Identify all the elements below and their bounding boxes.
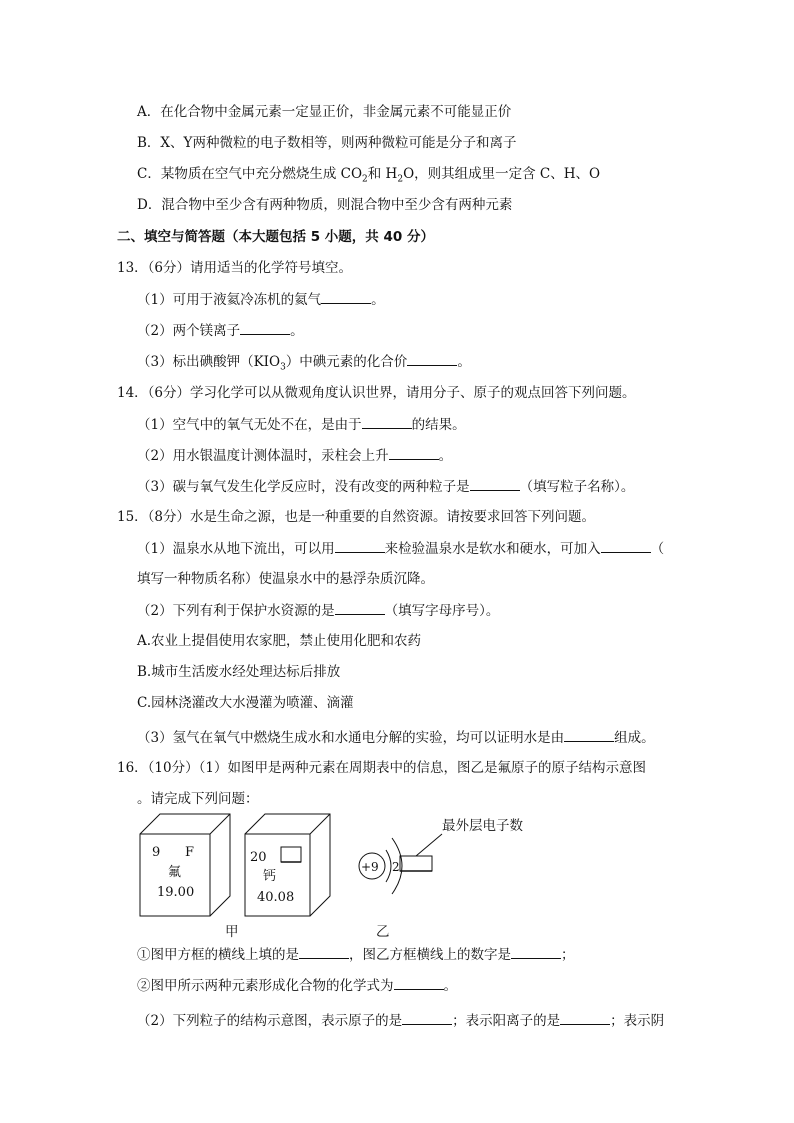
answer-blank	[601, 538, 651, 553]
q15-option-a: A.农业上提倡使用农家肥，禁止使用化肥和农药	[137, 633, 422, 649]
calcium-symbol-box	[281, 847, 301, 862]
answer-blank	[402, 1010, 452, 1025]
fluorine-name: 氟	[168, 865, 182, 880]
q15-part2: （2）下列有利于保护水资源的是 （填写字母序号）。	[137, 600, 499, 621]
answer-blank	[394, 975, 444, 990]
atom-shell1-count: 2	[392, 860, 400, 874]
q12-option-a: A．在化合物中金属元素一定显正价，非金属元素不可能显正价	[137, 104, 512, 120]
outer-label-pointer	[416, 834, 442, 856]
answer-blank	[560, 1010, 610, 1025]
q16-sub2: ②图甲所示两种元素形成化合物的化学式为 。	[137, 975, 457, 996]
fluorine-mass: 19.00	[157, 885, 195, 900]
calcium-number: 20	[250, 850, 267, 865]
q15-option-b: B.城市生活废水经处理达标后排放	[137, 664, 341, 680]
q13-part1: （1）可用于液氦冷冻机的氦气 。	[137, 289, 385, 310]
q16-sub1: ①图甲方框的横线上填的是 ，图乙方框横线上的数字是 ；	[137, 944, 575, 965]
q15-part1: （1）温泉水从地下流出，可以用 来检验温泉水是软水和硬水，可加入 （	[137, 538, 664, 559]
q13-part3: （3）标出碘酸钾$(KIO_3)$中碘元素的化合价 。	[137, 351, 471, 372]
answer-blank	[299, 944, 349, 959]
answer-blank	[240, 320, 290, 335]
fluorine-card	[140, 814, 230, 916]
answer-blank	[564, 727, 614, 742]
answer-blank	[470, 476, 520, 491]
electron-shell-1	[386, 850, 391, 882]
q15-option-c: C.园林浇灌改大水漫灌为喷灌、滴灌	[137, 695, 354, 711]
q16-stem: 16．（10分）（1）如图甲是两种元素在周期表中的信息，图乙是氟原子的原子结构示意图	[117, 760, 646, 776]
q13-part2: （2）两个镁离子 。	[137, 320, 304, 341]
answer-blank	[511, 944, 561, 959]
figure-label-jia: 甲	[225, 924, 239, 940]
calcium-name: 钙	[263, 869, 277, 884]
q15-part1-cont: 填写一种物质名称）使温泉水中的悬浮杂质沉降。	[137, 571, 434, 587]
q12-option-d: D．混合物中至少含有两种物质，则混合物中至少含有两种元素	[137, 197, 513, 213]
q13-stem: 13．（6分）请用适当的化学符号填空。	[117, 260, 353, 276]
answer-blank	[389, 445, 439, 460]
fluorine-number: 9	[152, 845, 161, 860]
q14-part1: （1）空气中的氧气无处不在，是由于 的结果。	[137, 414, 466, 435]
answer-blank	[335, 538, 385, 553]
calcium-mass: 40.08	[257, 890, 295, 905]
section-title: 二、填空与简答题（本大题包括 5 小题，共 40 分）	[117, 229, 434, 245]
q16-stem-cont: 。请完成下列问题：	[137, 791, 259, 807]
outer-electron-box	[400, 856, 432, 871]
answer-blank	[335, 600, 385, 615]
answer-blank	[321, 289, 371, 304]
q12-option-c: C．某物质在空气中充分燃烧生成 $CO_2$和 $H_2O$，则其组成里一定含 C、H、O	[137, 166, 601, 185]
q14-stem: 14．（6分）学习化学可以从微观角度认识世界，请用分子、原子的观点回答下列问题。	[117, 385, 636, 401]
q15-part3: （3）氢气在氧气中燃烧生成水和水通电分解的实验，均可以证明水是由 组成。	[137, 727, 655, 748]
q16-part2: （2）下列粒子的结构示意图，表示原子的是 ；表示阳离子的是 ；表示阴	[137, 1010, 664, 1031]
figure-label-yi: 乙	[376, 924, 390, 940]
answer-blank	[407, 351, 457, 366]
answer-blank	[362, 414, 412, 429]
q15-stem: 15．（8分）水是生命之源，也是一种重要的自然资源。请按要求回答下列问题。	[117, 509, 596, 525]
atom-nucleus-charge: +9	[361, 860, 379, 874]
q12-option-b: B．X、Y两种微粒的电子数相等，则两种微粒可能是分子和离子	[137, 135, 517, 151]
outer-electron-label: 最外层电子数	[442, 818, 523, 834]
q14-part3: （3）碳与氧气发生化学反应时，没有改变的两种粒子是 （填写粒子名称）。	[137, 476, 634, 497]
q14-part2: （2）用水银温度计测体温时，汞柱会上升 。	[137, 445, 452, 466]
q16-figure	[0, 812, 794, 942]
fluorine-symbol: F	[185, 845, 195, 860]
